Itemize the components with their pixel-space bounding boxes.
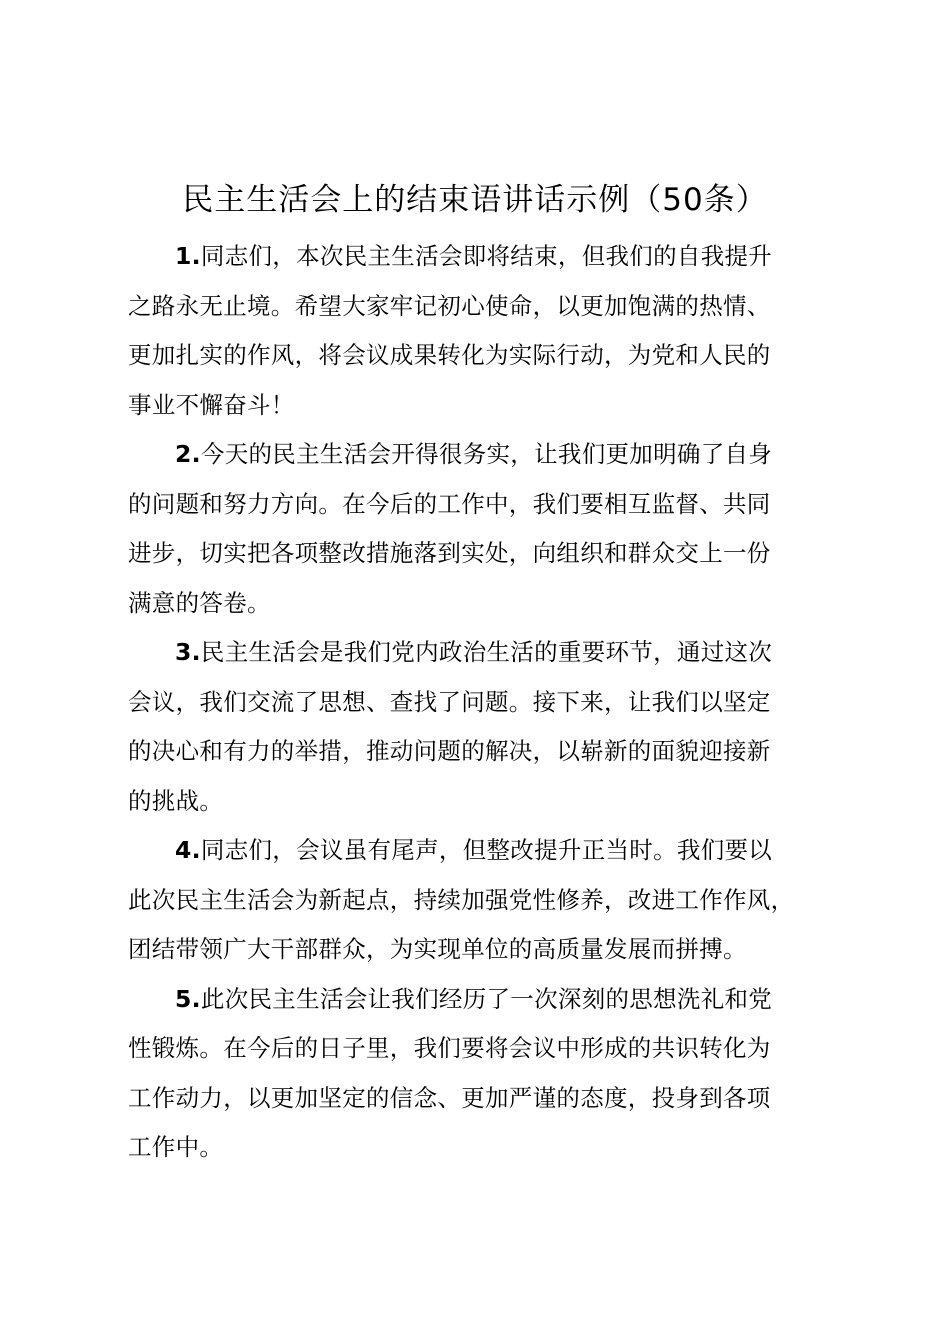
paragraph-line: 此次民主生活会让我们经历了一次深刻的思想洗礼和党	[200, 984, 773, 1013]
paragraph-number: 3.	[175, 638, 201, 666]
paragraph-number: 1.	[175, 242, 201, 270]
paragraph-line: 同志们，会议虽有尾声，但整改提升正当时。我们要以	[200, 836, 773, 864]
document-body	[128, 232, 838, 1173]
paragraph-line: 进步，切实把各项整改措施落到实处，向组织和群众交上一份	[128, 539, 771, 567]
paragraph-1	[128, 232, 838, 430]
document-title: 民主生活会上的结束语讲话示例（50条）	[182, 182, 768, 218]
paragraph-5	[128, 975, 838, 1173]
paragraph-line: 事业不懈奋斗！	[128, 390, 295, 419]
paragraph-2	[128, 430, 838, 628]
paragraph-line: 性锻炼。在今后的日子里，我们要将会议中形成的共识转化为	[128, 1034, 771, 1062]
paragraph-line: 更加扎实的作风，将会议成果转化为实际行动，为党和人民的	[128, 341, 771, 369]
paragraph-line: 今天的民主生活会开得很务实，让我们更加明确了自身	[200, 440, 773, 468]
paragraph-3	[128, 628, 838, 826]
paragraph-line: 团结带领广大干部群众，为实现单位的高质量发展而拼搏。	[128, 935, 747, 963]
paragraph-line: 会议，我们交流了思想、查找了问题。接下来，让我们以坚定	[128, 687, 771, 716]
paragraph-line: 的挑战。	[128, 786, 224, 815]
paragraph-number: 5.	[175, 984, 201, 1013]
paragraph-number: 4.	[175, 836, 201, 864]
paragraph-line: 的问题和努力方向。在今后的工作中，我们要相互监督、共同	[128, 489, 771, 518]
paragraph-line: 之路永无止境。希望大家牢记初心使命，以更加饱满的热情、	[128, 291, 771, 320]
paragraph-line: 满意的答卷。	[128, 588, 271, 617]
paragraph-4	[128, 826, 838, 975]
paragraph-line: 工作动力，以更加坚定的信念、更加严谨的态度，投身到各项	[128, 1083, 771, 1112]
paragraph-line: 工作中。	[128, 1133, 224, 1161]
paragraph-number: 2.	[175, 440, 201, 468]
paragraph-line: 此次民主生活会为新起点，持续加强党性修养，改进工作作风，	[128, 885, 795, 914]
paragraph-line: 同志们，本次民主生活会即将结束，但我们的自我提升	[200, 242, 773, 270]
paragraph-line: 的决心和有力的举措，推动问题的解决，以崭新的面貌迎接新	[128, 737, 771, 765]
paragraph-line: 民主生活会是我们党内政治生活的重要环节，通过这次	[200, 638, 773, 666]
